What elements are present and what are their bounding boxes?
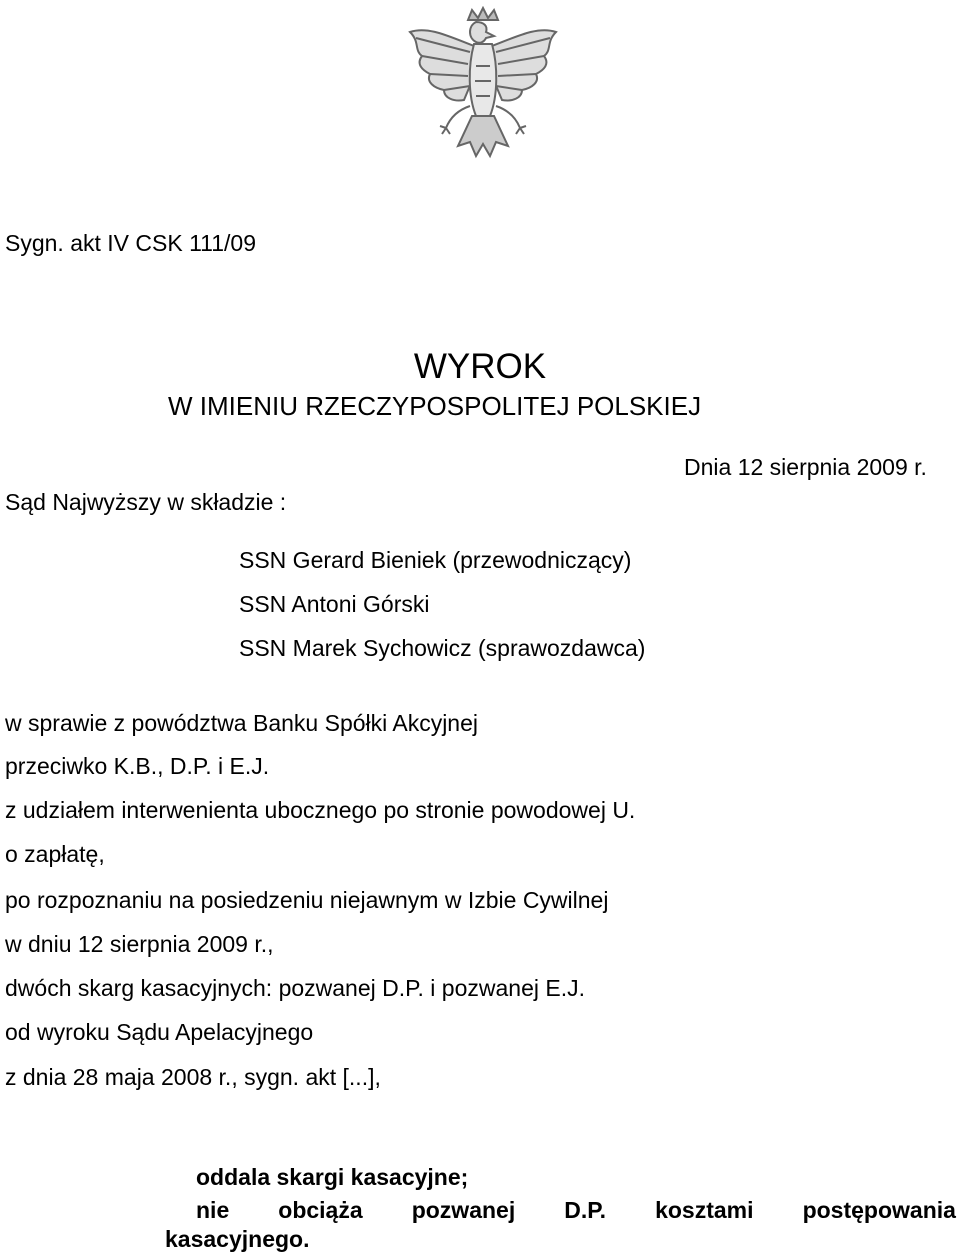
ruling-word: nie xyxy=(196,1197,230,1223)
body-line-judgment-date: z dnia 28 maja 2008 r., sygn. akt [...], xyxy=(5,1064,381,1090)
judge-3: SSN Marek Sychowicz (sprawozdawca) xyxy=(239,635,646,661)
body-line-intervener: z udziałem interwenienta ubocznego po stronie powodowej U. xyxy=(5,797,636,823)
ruling-word: postępowania xyxy=(802,1197,956,1223)
judge-1: SSN Gerard Bieniek (przewodniczący) xyxy=(239,547,632,573)
ruling-word: obciąża xyxy=(278,1197,363,1223)
case-number: Sygn. akt IV CSK 111/09 xyxy=(5,230,257,256)
judge-2: SSN Antoni Górski xyxy=(239,591,430,617)
document-title xyxy=(0,347,960,387)
ruling-line-1: oddala skargi kasacyjne; xyxy=(196,1164,469,1190)
document-subtitle: W IMIENIU RZECZYPOSPOLITEJ POLSKIEJ xyxy=(168,391,702,421)
body-line-hearing: po rozpoznaniu na posiedzeniu niejawnym w Izbie Cywilnej xyxy=(5,887,609,913)
judgment-date: Dnia 12 sierpnia 2009 r. xyxy=(684,454,927,480)
ruling-line-2 xyxy=(196,1196,956,1224)
body-line-defendants: przeciwko K.B., D.P. i E.J. xyxy=(5,753,270,779)
ruling-word: kosztami xyxy=(655,1197,754,1223)
ruling-line-3: kasacyjnego. xyxy=(165,1226,310,1252)
ruling-word: D.P. xyxy=(564,1197,607,1223)
body-line-cassation-appeals: dwóch skarg kasacyjnych: pozwanej D.P. i pozwanej E.J. xyxy=(5,975,585,1001)
body-line-appeal-court: od wyroku Sądu Apelacyjnego xyxy=(5,1019,314,1045)
body-line-hearing-date: w dniu 12 sierpnia 2009 r., xyxy=(5,931,274,957)
polish-eagle-emblem-icon xyxy=(398,6,568,168)
body-line-subject: o zapłatę, xyxy=(5,841,105,867)
document-title-text: WYROK xyxy=(413,347,547,386)
court-composition-label: Sąd Najwyższy w składzie : xyxy=(5,489,287,515)
body-line-plaintiff: w sprawie z powództwa Banku Spółki Akcyjnej xyxy=(5,710,479,736)
ruling-word: pozwanej xyxy=(411,1197,516,1223)
